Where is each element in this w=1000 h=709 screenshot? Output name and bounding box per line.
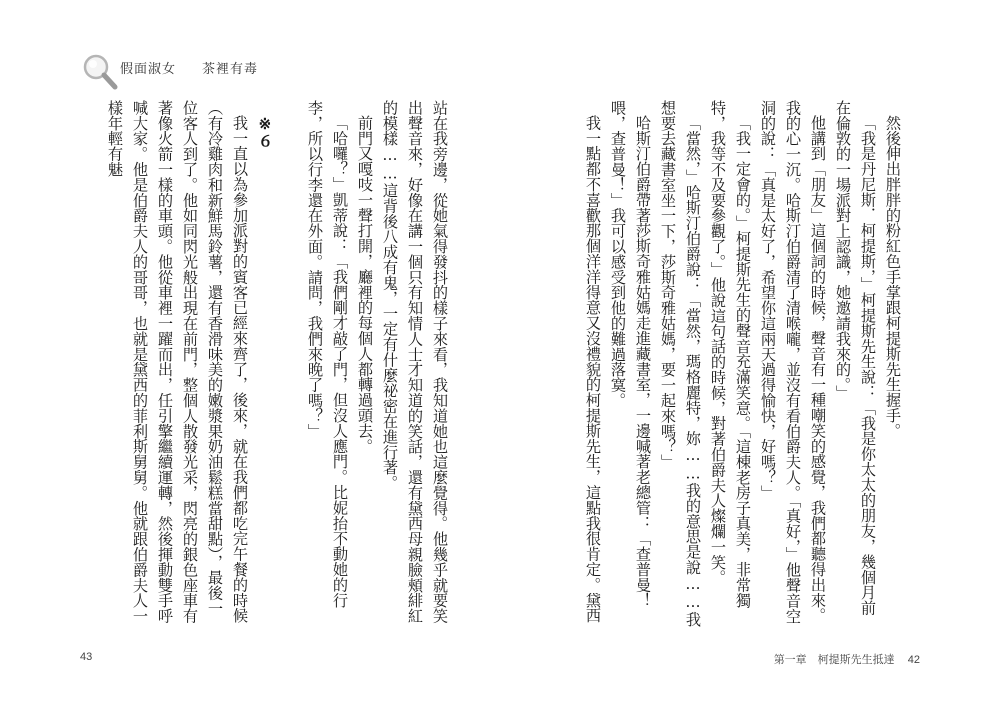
paragraph: 「當然，」哈斯汀伯爵說：「當然，瑪格麗特，妳……我的意思是說……我想要去藏書室坐一下，莎斯奇雅姑媽，要一起來嗎？」: [659, 100, 702, 627]
paragraph: 前門又嘎吱一聲打開，廳裡的每個人都轉過頭去。: [356, 115, 374, 454]
footer-right: [774, 651, 920, 667]
page-number-right: 42: [907, 654, 920, 666]
paragraph: 然後伸出胖胖的粉紅色手掌跟柯提斯先生握手。: [884, 115, 902, 439]
paragraph: 「哈囉？」凱蒂說：「我們剛才敲了門，但沒人應門。比妮抬不動她的行李，所以行李還在外面。請問，我們來晚了嗎？」: [306, 100, 349, 608]
right-page-body: [485, 100, 905, 630]
paragraph: 我一點都不喜歡那個洋洋得意又沒禮貌的柯提斯先生，這點我很肯定。黛西: [584, 115, 602, 624]
paragraph: 他講到「朋友」這個詞的時候，聲音有一種嘲笑的感覺，我們都聽得出來。我的心一沉。哈斯汀伯爵清了清喉嚨，並沒有看伯爵夫人。「真好，」他聲音空洞的說：「真是太好了，希望你這兩天過得愉快，好嗎？」: [759, 100, 827, 624]
paragraph: 我一直以為參加派對的賓客已經來齊了，後來，就在我們都吃完午餐的時候（有冷雞肉和新鮮馬鈴薯，還有香滑味美的嫩漿果奶油鬆糕當甜點），最後一位客人到了。他如同閃光般出現在前門，整個人散發光采，閃亮的銀色座車有著像火箭一樣的車頭。他從車裡一躍而出，任引擎繼續運轉，然後揮動雙手呼喊大家。他是伯爵夫人的哥哥，也就是黛西的菲利斯舅舅。他就跟伯爵夫人一樣年輕有魅: [106, 100, 249, 624]
section-mark: ※６: [256, 115, 274, 149]
paragraph: 「我一定會的。」柯提斯先生的聲音充滿笑意。「這棟老房子真美，非常獨特，我等不及要參觀了。」他說這句話的時候，對著伯爵夫人燦爛一笑。: [709, 100, 752, 609]
page-number-left: 43: [80, 651, 93, 663]
left-page-body: [42, 100, 452, 630]
paragraph: 站在我旁邊，從她氣得發抖的樣子來看，我知道她也這麼覺得。他幾乎就要笑出聲音來，好像在講一個只有知情人士才知道的笑話，還有黛西母親臉頰緋紅的模樣……這背後八成有鬼，一定有什麼祕密在進行著。: [381, 100, 449, 624]
book-title: 假面淑女: [120, 62, 177, 77]
magnifying-glass-icon: [80, 52, 120, 92]
section-gap: [277, 100, 302, 630]
right-page: [500, 0, 1000, 709]
paragraph: 哈斯汀伯爵帶著莎斯奇雅姑媽走進藏書室，一邊喊著老總管：「查普曼！喂，查普曼！」我可以感受到他的難過落寞。: [609, 100, 652, 608]
chapter-label: 第一章 柯提斯先生抵達: [773, 654, 895, 666]
story-title: 茶裡有毒: [202, 62, 259, 77]
paragraph: 「我是丹尼斯．柯提斯，」柯提斯先生說：「我是你太太的朋友，幾個月前在倫敦的一場派對上認識，她邀請我來的。」: [834, 100, 877, 616]
